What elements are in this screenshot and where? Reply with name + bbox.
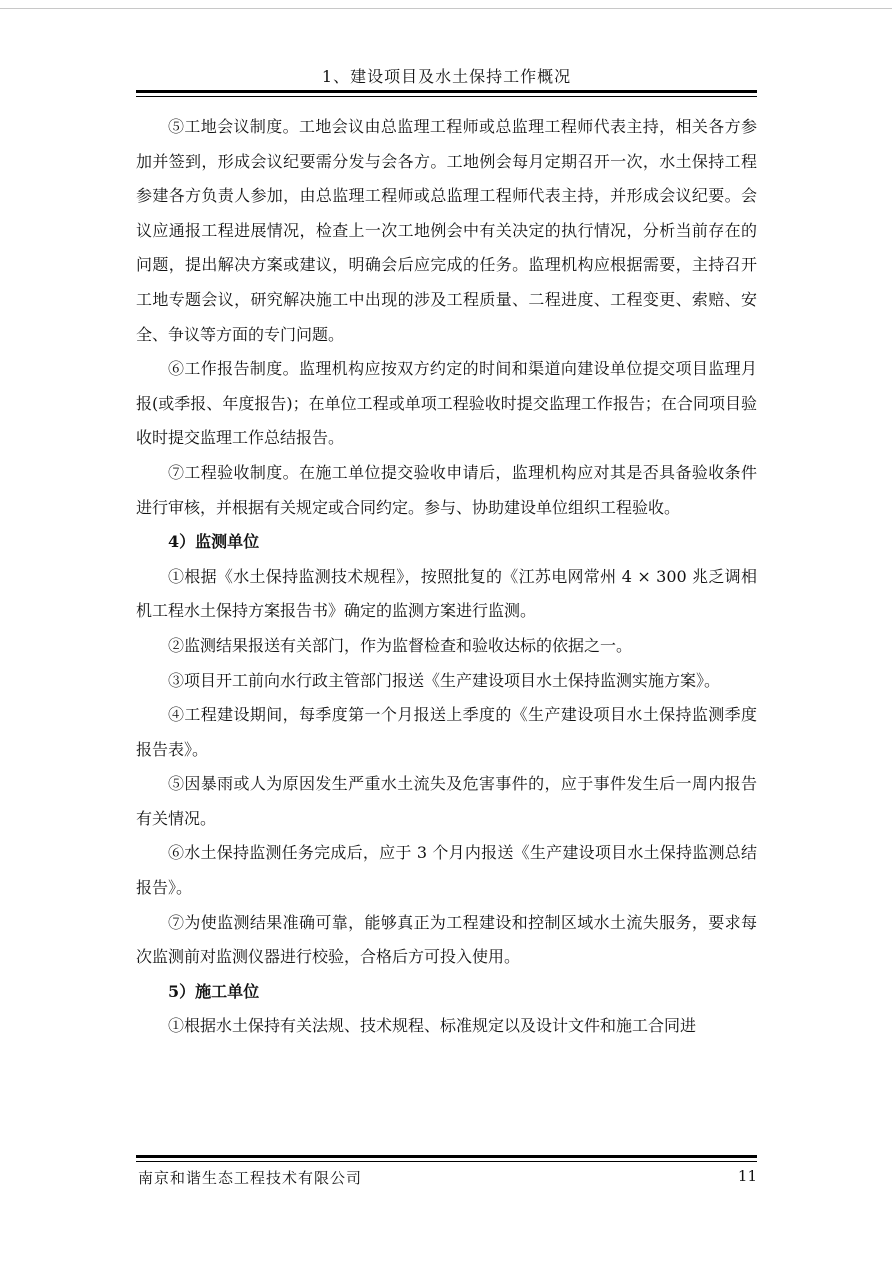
header-rule-thin <box>136 96 757 97</box>
paragraph-construction-1: ①根据水土保持有关法规、技术规程、标准规定以及设计文件和施工合同进 <box>168 1016 697 1036</box>
section-heading-monitoring: 4）监测单位 <box>168 532 260 552</box>
paragraph-monitoring-1: ①根据《水土保持监测技术规程》，按照批复的《江苏电网常州 4 × 300 兆乏调相机工程水土保持方案报告书》确定的监测方案进行监测。 <box>136 566 757 621</box>
paragraph-site-meeting: ⑤工地会议制度。工地会议由总监理工程师或总监理工程师代表主持，相关各方参加并签到，形成会议纪要需分发与会各方。工地例会每月定期召开一次，水土保持工程参建各方负责人参加，由总监理工程师或总监理工程师代表主持，并形成会议纪要。会议应通报工程进展情况，检查上一次工地例会中有关决定的执行情况，分析当前存在的问题，提出解决方案或建议，明确会后应完成的任务。监理机构应根据需要，主持召开工地专题会议，研究解决施工中出现的涉及工程质量、二程进度、工程变更、索赔、安全、争议等方面的专门问题。 <box>136 117 757 344</box>
footer-company-name: 南京和谐生态工程技术有限公司 <box>138 1169 363 1187</box>
page-top-edge <box>0 8 892 9</box>
paragraph-work-report: ⑥工作报告制度。监理机构应按双方约定的时间和渠道向建设单位提交项目监理月报(或季报、年度报告)；在单位工程或单项工程验收时提交监理工作报告；在合同项目验收时提交监理工作总结报告。 <box>136 359 757 448</box>
running-header: 1、建设项目及水土保持工作概况 <box>321 67 572 86</box>
paragraph-acceptance: ⑦工程验收制度。在施工单位提交验收申请后，监理机构应对其是否具备验收条件进行审核，并根据有关规定或合同约定。参与、协助建设单位组织工程验收。 <box>136 462 757 517</box>
paragraph-monitoring-4: ④工程建设期间，每季度第一个月报送上季度的《生产建设项目水土保持监测季度报告表》。 <box>136 705 757 759</box>
page-body <box>136 110 757 1044</box>
paragraph-monitoring-3: ③项目开工前向水行政主管部门报送《生产建设项目水土保持监测实施方案》。 <box>168 670 721 690</box>
footer-rule <box>136 1155 757 1158</box>
paragraph-monitoring-6: ⑥水土保持监测任务完成后，应于 3 个月内报送《生产建设项目水土保持监测总结报告》。 <box>136 843 757 898</box>
paragraph-monitoring-5: ⑤因暴雨或人为原因发生严重水土流失及危害事件的，应于事件发生后一周内报告有关情况。 <box>136 774 757 828</box>
section-heading-construction: 5）施工单位 <box>168 981 260 1001</box>
footer-rule-thin <box>136 1161 757 1162</box>
paragraph-monitoring-7: ⑦为使监测结果准确可靠，能够真正为工程建设和控制区域水土流失服务，要求每次监测前对监测仪器进行校验，合格后方可投入使用。 <box>136 912 757 967</box>
header-rule <box>136 90 757 93</box>
paragraph-monitoring-2: ②监测结果报送有关部门，作为监督检查和验收达标的依据之一。 <box>168 635 633 655</box>
page-number: 11 <box>737 1167 757 1185</box>
